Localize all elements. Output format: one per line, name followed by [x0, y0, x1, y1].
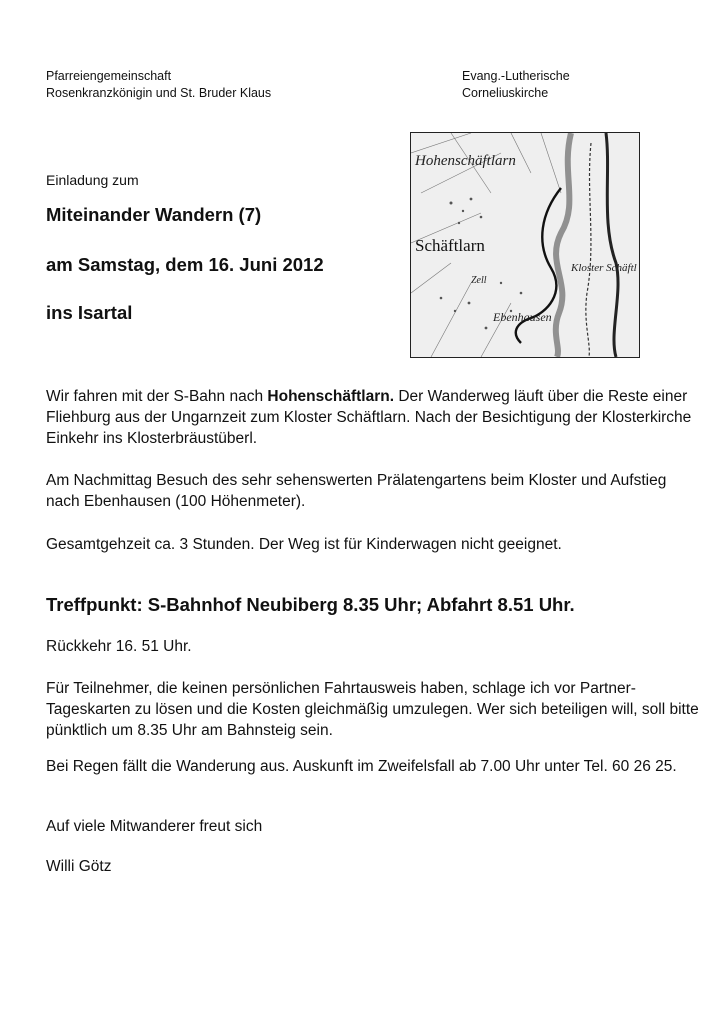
return-time: Rückkehr 16. 51 Uhr.	[46, 638, 192, 655]
header-left	[46, 68, 271, 102]
church-denomination: Evang.-Lutherische	[462, 69, 570, 83]
map-label-schaeftlarn: Schäftlarn	[415, 236, 485, 255]
invitation-date: am Samstag, dem 16. Juni 2012	[46, 254, 324, 275]
route-map-drawing	[411, 133, 639, 357]
description-text-start: Wir fahren mit der S-Bahn nach	[46, 388, 268, 405]
map-label-hohenschaeftlarn: Hohenschäftlarn	[415, 153, 516, 169]
invitation-intro: Einladung zum	[46, 172, 139, 188]
map-label-zell: Zell	[471, 275, 487, 286]
description-destination: Hohenschäftlarn.	[267, 388, 395, 405]
parish-churches: Rosenkranzkönigin und St. Bruder Klaus	[46, 86, 272, 100]
invitation-title: Miteinander Wandern (7)	[46, 204, 262, 225]
route-map	[410, 132, 640, 358]
tickets-paragraph: Für Teilnehmer, die keinen persönlichen Fahrtausweis haben, schlage ich vor Partner-Tageskarten zu lösen und die Kosten gleichmäßig umzulegen. Wer sich beteiligen will, soll bitte pünktlich um 8.35 Uhr am Bahnsteig sein.	[46, 680, 699, 739]
church-name: Corneliuskirche	[462, 86, 549, 100]
signature: Willi Götz	[46, 858, 112, 875]
description-paragraph	[46, 386, 696, 449]
description-text-end: Der Wanderweg läuft über die Reste einer Fliehburg aus der Ungarnzeit zum Kloster Schäftlarn. Nach der Besichtigung der Klosterkirche Einkehr ins Klosterbräustüberl.	[46, 388, 692, 447]
duration-paragraph: Gesamtgehzeit ca. 3 Stunden. Der Weg ist für Kinderwagen nicht geeignet.	[46, 536, 562, 553]
header-right	[462, 68, 570, 102]
closing-greeting: Auf viele Mitwanderer freut sich	[46, 818, 263, 835]
rain-paragraph: Bei Regen fällt die Wanderung aus. Auskunft im Zweifelsfall ab 7.00 Uhr unter Tel. 60 26 25.	[46, 758, 677, 775]
map-label-kloster: Kloster Schäftl	[571, 262, 637, 274]
invitation-place: ins Isartal	[46, 302, 133, 323]
parish-name: Pfarreiengemeinschaft	[46, 69, 172, 83]
afternoon-paragraph: Am Nachmittag Besuch des sehr sehenswerten Prälatengartens beim Kloster und Aufstieg nach Ebenhausen (100 Höhenmeter).	[46, 472, 667, 510]
map-label-ebenhausen: Ebenhausen	[493, 310, 552, 324]
meeting-point-heading: Treffpunkt: S-Bahnhof Neubiberg 8.35 Uhr; Abfahrt 8.51 Uhr.	[46, 594, 575, 615]
